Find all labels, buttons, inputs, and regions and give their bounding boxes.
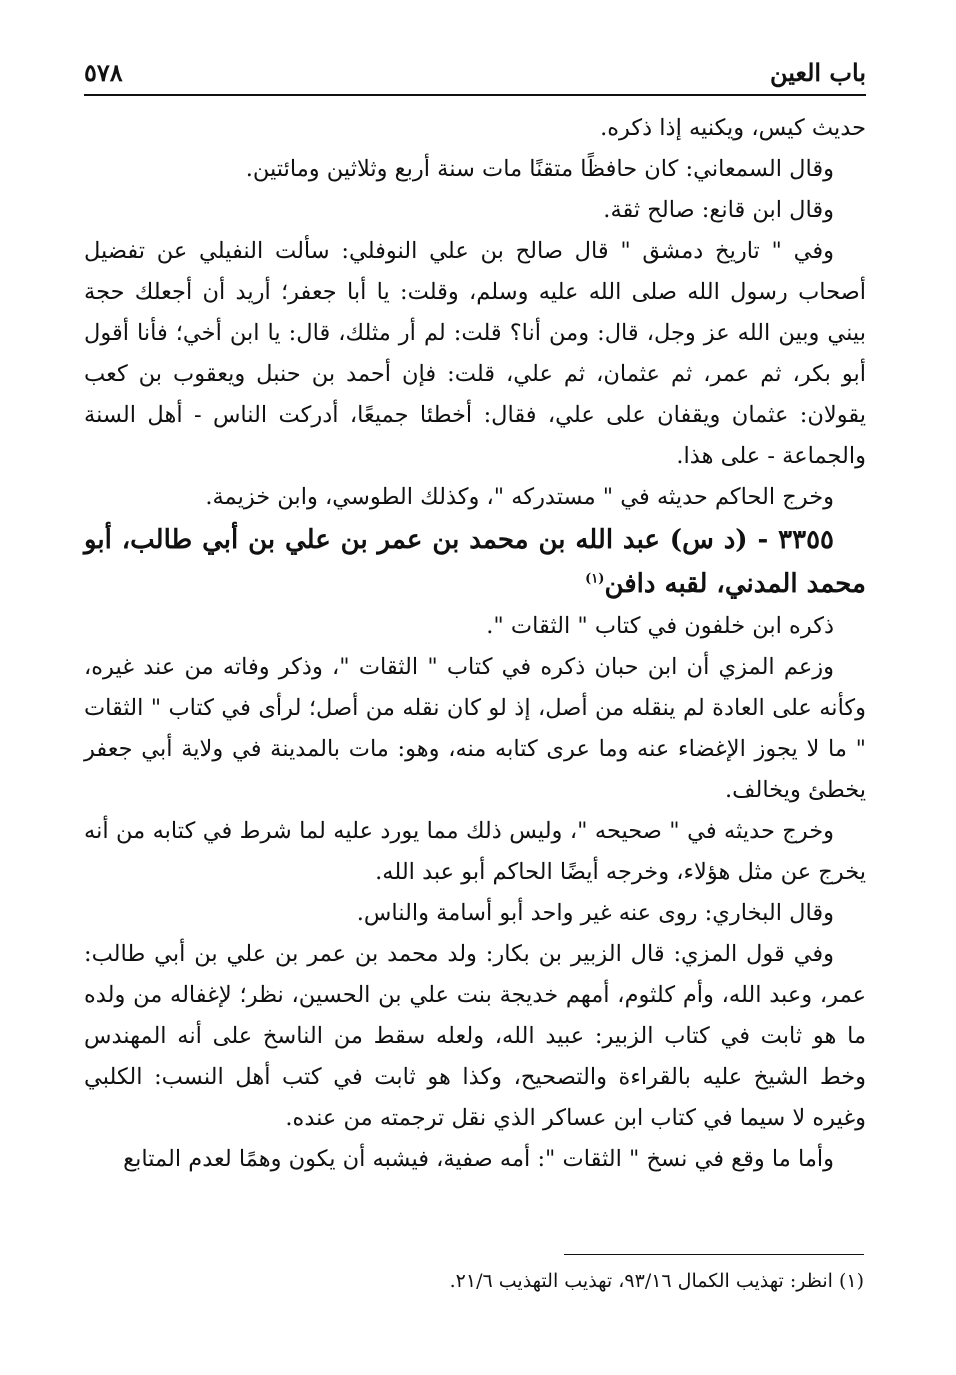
running-title: باب العين (769, 58, 866, 87)
paragraph: وقال السمعاني: كان حافظًا متقنًا مات سنة أربع وثلاثين ومائتين. (245, 156, 834, 182)
paragraph: وقال ابن قانع: صالح ثقة. (603, 197, 834, 223)
paragraph: حديث كيس، ويكنيه إذا ذكره. (600, 115, 866, 141)
footnote: (١) انظر: تهذيب الكمال ٩٣/١٦، تهذيب التهذيب ٢١/٦. (449, 1270, 864, 1292)
footnote-divider (564, 1254, 864, 1255)
paragraph: وفي قول المزي: قال الزبير بن بكار: ولد محمد بن عمر بن علي بن أبي طالب: عمر، وعبد الله، وأم كلثوم، أمهم خديجة بنت علي بن الحسين، نظر؛ لإغفاله من ولده ما هو ثابت في كتاب الزبير: عبيد الله، ولعله سقط من الناسخ على أنه المهندس وخط الشيخ عليه بالقراءة والتصحيح، وكذا هو ثابت في كتب أهل النسب: الكلبي وغيره لا سيما في كتاب ابن عساكر الذي نقل ترجمته من عنده. (84, 941, 866, 1131)
paragraph: وأما ما وقع في نسخ " الثقات ": أمه صفية، فيشبه أن يكون وهمًا لعدم المتابع (123, 1146, 834, 1172)
page-body (84, 108, 866, 1180)
paragraph: وزعم المزي أن ابن حبان ذكره في كتاب " الثقات "، وذكر وفاته من عند غيره، وكأنه على العادة لم ينقله من أصل، إذ لو كان نقله من أصل؛ لرأى في كتاب " الثقات " ما لا يجوز الإغضاء عنه وما عرى كتابه منه، وهو: مات بالمدينة في ولاية أبي جعفر يخطئ ويخالف. (84, 654, 866, 803)
paragraph: ذكره ابن خلفون في كتاب " الثقات ". (486, 613, 834, 639)
footnote-marker: (١) (585, 571, 605, 587)
paragraph: وخرج الحاكم حديثه في " مستدركه "، وكذلك الطوسي، وابن خزيمة. (205, 484, 834, 510)
paragraph: وفي " تاريخ دمشق " قال صالح بن علي النوفلي: سألت النفيلي عن تفضيل أصحاب رسول الله صلى الله عليه وسلم، وقلت: يا أبا جعفر؛ أريد أن أجعلك حجة بيني وبين الله عز وجل، قال: ومن أنا؟ قلت: لم أر مثلك، قال: يا ابن أخي؛ فأنا أقول أبو بكر، ثم عمر، ثم عثمان، ثم علي، قلت: فإن أحمد بن حنبل ويعقوب بن كعب يقولان: عثمان ويقفان على علي، فقال: أخطئا جميعًا، أدركت الناس - أهل السنة والجماعة - على هذا. (84, 238, 866, 469)
page-number: ٥٧٨ (84, 58, 123, 87)
paragraph: وقال البخاري: روى عنه غير واحد أبو أسامة والناس. (356, 900, 834, 926)
page-header (84, 56, 866, 96)
entry-heading-text: ٣٣٥٥ - (د س) عبد الله بن محمد بن عمر بن علي بن أبي طالب، أبو محمد المدني، لقبه دافن (84, 525, 866, 599)
paragraph: وخرج حديثه في " صحيحه "، وليس ذلك مما يورد عليه لما شرط في كتابه من أنه يخرج عن مثل هؤلاء، وخرجه أيضًا الحاكم أبو عبد الله. (84, 818, 866, 885)
entry-heading (84, 518, 866, 606)
